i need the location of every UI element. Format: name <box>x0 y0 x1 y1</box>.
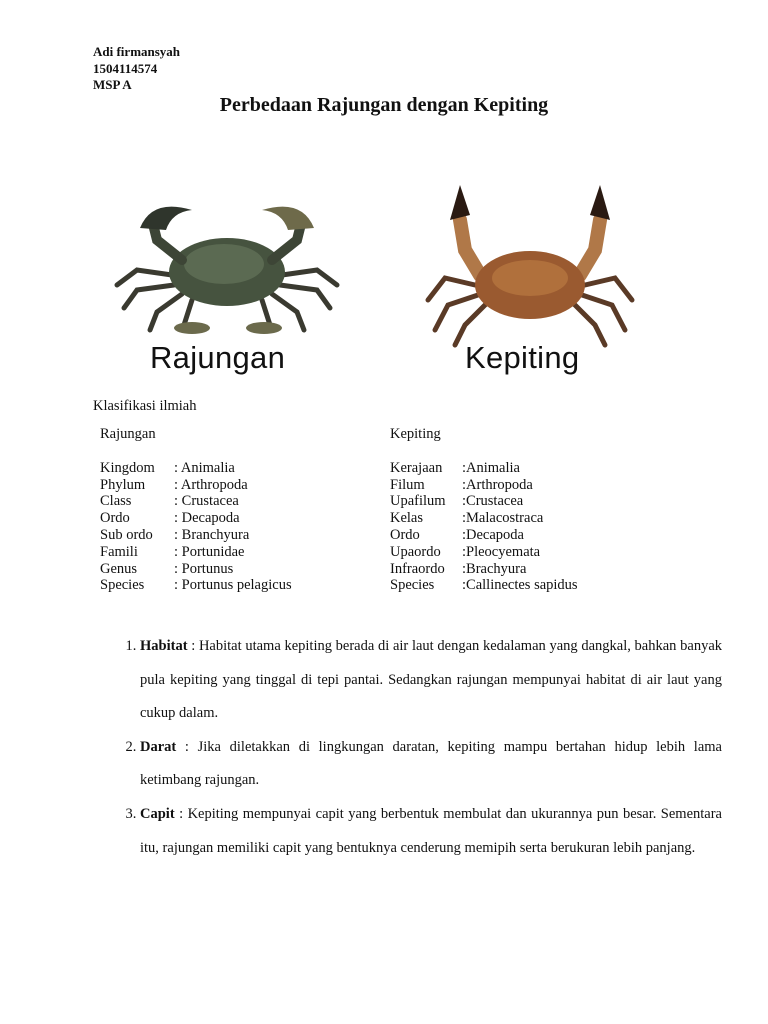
classification-key: Famili <box>100 543 138 560</box>
classification-value: : Branchyura <box>174 526 250 543</box>
classification-key: Sub ordo <box>100 526 153 543</box>
classification-row <box>100 477 292 494</box>
classification-row <box>100 493 292 510</box>
list-item <box>140 798 722 865</box>
author-name: Adi firmansyah <box>93 44 181 59</box>
classification-key: Infraordo <box>390 560 445 577</box>
classification-key: Species <box>390 577 435 594</box>
classification-value: : Decapoda <box>174 510 240 527</box>
rajungan-classification <box>100 426 292 594</box>
rajungan-label: Rajungan <box>150 340 286 375</box>
point-text: : Jika diletakkan di lingkungan daratan, kepiting mampu bertahan hidup lebih lama ketimbang rajungan. <box>140 738 722 789</box>
classification-row <box>390 510 578 527</box>
classification-key: Kelas <box>390 510 424 527</box>
kepiting-classification <box>390 426 578 594</box>
kepiting-illustration <box>420 180 640 350</box>
classification-value: :Animalia <box>462 459 520 476</box>
classification-row <box>390 561 578 578</box>
classification-key: Ordo <box>390 526 420 543</box>
classification-key: Upaordo <box>390 543 441 560</box>
classification-value: : Portunus pelagicus <box>174 577 292 594</box>
classification-value: :Crustacea <box>462 493 524 510</box>
point-term: Darat <box>140 738 177 755</box>
classification-row <box>390 477 578 494</box>
point-text: : Habitat utama kepiting berada di air laut dengan kedalaman yang dangkal, bahkan banyak pula kepiting yang tinggal di tepi pantai. Sedangkan rajungan mempunyai habitat di air laut yang cukup dalam. <box>140 638 722 722</box>
classification-key: Kingdom <box>100 459 155 476</box>
class-name: MSP A <box>93 77 132 92</box>
classification-key: Filum <box>390 476 425 493</box>
list-item <box>140 731 722 798</box>
comparison-list <box>93 630 722 865</box>
list-item <box>140 630 722 731</box>
classification-row <box>390 544 578 561</box>
classification-value: :Brachyura <box>462 560 527 577</box>
classification-key: Phylum <box>100 476 146 493</box>
classification-value: : Crustacea <box>174 493 239 510</box>
kepiting-label: Kepiting <box>465 340 580 375</box>
rajungan-illustration <box>112 190 342 340</box>
classification-heading: Klasifikasi ilmiah <box>93 398 197 414</box>
classification-row <box>100 577 292 594</box>
author-header <box>93 44 180 94</box>
classification-value: : Portunidae <box>174 543 245 560</box>
point-term: Habitat <box>140 638 188 654</box>
rajungan-heading: Rajungan <box>100 426 156 442</box>
classification-row <box>100 527 292 544</box>
point-text: : Kepiting mempunyai capit yang berbentuk membulat dan ukurannya pun besar. Sementara itu, rajungan memiliki capit yang bentuknya cenderung memipih serta berukuran lebih panjang. <box>140 805 722 856</box>
classification-row <box>390 577 578 594</box>
classification-value: :Decapoda <box>462 526 524 543</box>
classification-value: : Animalia <box>174 459 235 476</box>
classification-key: Upafilum <box>390 493 446 510</box>
classification-key: Class <box>100 493 132 510</box>
classification-row <box>100 561 292 578</box>
kepiting-heading: Kepiting <box>390 426 441 442</box>
classification-key: Genus <box>100 560 138 577</box>
student-id: 1504114574 <box>93 60 158 76</box>
classification-row <box>100 460 292 477</box>
classification-key: Ordo <box>100 510 130 527</box>
classification-value: : Arthropoda <box>174 476 248 493</box>
classification-row <box>390 460 578 477</box>
page-title: Perbedaan Rajungan dengan Kepiting <box>219 94 549 116</box>
classification-row <box>100 544 292 561</box>
classification-row <box>390 493 578 510</box>
classification-row <box>100 510 292 527</box>
classification-row <box>390 527 578 544</box>
point-term: Capit <box>140 805 175 822</box>
classification-value: :Pleocyemata <box>462 543 541 560</box>
classification-value: : Portunus <box>174 560 234 577</box>
classification-value: :Arthropoda <box>462 476 533 493</box>
classification-value: :Malacostraca <box>462 510 544 527</box>
classification-key: Species <box>100 577 145 594</box>
classification-key: Kerajaan <box>390 459 443 476</box>
classification-value: :Callinectes sapidus <box>462 577 578 594</box>
